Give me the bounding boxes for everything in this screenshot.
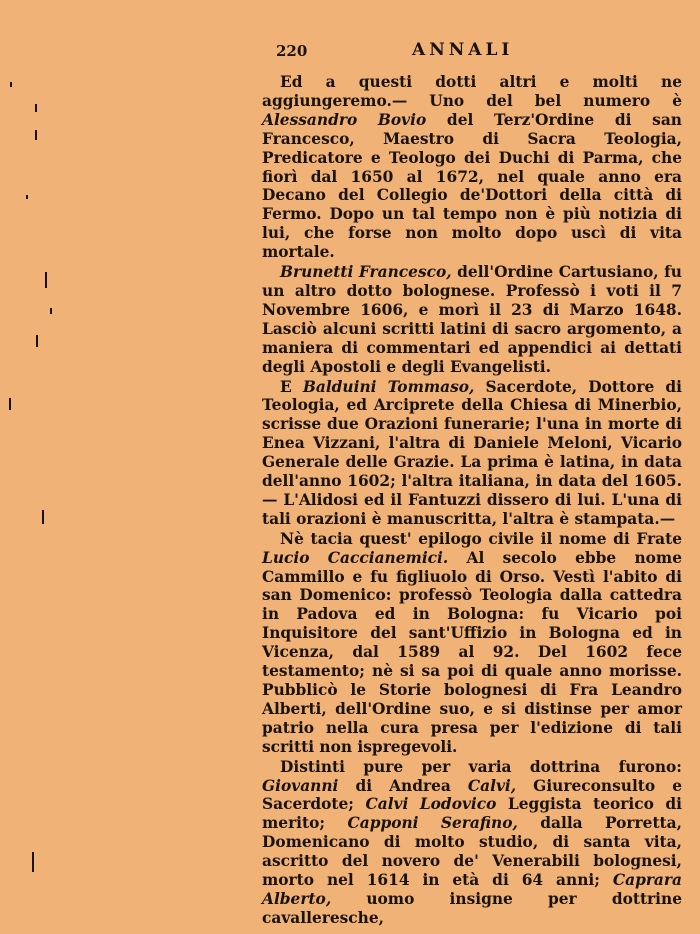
- italic-name: Calvi,: [467, 776, 517, 795]
- page-number: 220: [276, 42, 308, 60]
- running-title: ANNALI: [412, 40, 514, 60]
- margin-speck: [36, 335, 38, 347]
- italic-name: Lucio Caccianemici.: [262, 548, 449, 567]
- italic-name: Giovanni: [262, 776, 339, 795]
- paragraph: [262, 263, 682, 376]
- paragraph: [262, 530, 682, 757]
- text-run: di Andrea: [338, 776, 468, 795]
- text-run: dalla Porretta, Domenicano di molto studio, di santa vita, ascritto del novero de' Venerabili bolognesi, morto nel 1614 in età di 64 anni;: [262, 814, 682, 890]
- italic-name: Balduini Tommaso,: [302, 377, 475, 396]
- text-run: Sacerdote, Dottore di Teologia, ed Arciprete della Chiesa di Minerbio, scrisse due Orazioni funerarie; l'una in morte di Enea Vizzani, l'altra di Daniele Meloni, Vicario Generale delle Grazie. La prima è latina, in data dell'anno 1602; l'altra italiana, in data del 1605.— L'Alidosi ed il Fantuzzi dissero di lui. L'una di tali orazioni è manuscritta, l'altra è stampata.—: [262, 377, 682, 528]
- paragraph: [262, 73, 682, 262]
- italic-name: Brunetti Francesco,: [280, 263, 452, 282]
- margin-speck: [26, 195, 28, 199]
- italic-name: Calvi Lodovico: [365, 795, 497, 814]
- italic-name: Caprara Alberto,: [262, 871, 682, 908]
- text-run: Giureconsulto e Sacerdote;: [262, 776, 683, 814]
- margin-speck: [35, 104, 37, 112]
- text-run: Nè tacia quest' epilogo civile il nome di Frate: [280, 529, 682, 548]
- italic-name: Alessandro Bovio: [262, 110, 427, 129]
- text-run: uomo insigne per dottrine cavalleresche,: [262, 889, 682, 927]
- italic-name: Capponi Serafino,: [347, 814, 518, 833]
- text-run: del Terz'Ordine di san Francesco, Maestro di Sacra Teologia, Predicatore e Teologo dei Duchi di Parma, che fiorì dal 1650 al 1672, nel quale anno era Decano del Collegio de'Dottori della città di Fermo. Dopo un tal tempo non è più notizia di lui, che forse non molto dopo uscì di vita mortale.: [262, 110, 682, 262]
- text-run: Al secolo ebbe nome Cammillo e fu figliuolo di Orso. Vestì l'abito di san Domenico: professò Teologia dalla cattedra in Padova ed in Bologna: fu Vicario poi Inquisitore del sant'Uffizio in Bologna ed in Vicenza, dal 1589 al 92. Del 1602 fece testamento; nè si sa poi di quale anno morisse. Pubblicò le Storie bolognesi di Fra Leandro Alberti, dell'Ordine suo, e si distinse per amor patrio nella cura presa per l'edizione di tali scritti non ispregevoli.: [262, 548, 682, 756]
- margin-speck: [35, 130, 37, 140]
- margin-speck: [45, 272, 47, 288]
- paragraph: [262, 378, 682, 529]
- margin-speck: [32, 852, 34, 872]
- text-run: dell'Ordine Cartusiano, fu un altro dotto bolognese. Professò i voti il 7 Novembre 1606, e morì il 23 di Marzo 1648. Lasciò alcuni scritti latini di sacro argomento, a maniera di commentari ed appendici ai dettati degli Apostoli e degli Evangelisti.: [262, 263, 682, 376]
- text-body: [262, 73, 682, 929]
- margin-speck: [9, 398, 11, 410]
- text-run: Ed a questi dotti altri e molti ne aggiungeremo.— Uno del bel numero è: [262, 73, 682, 110]
- text-run: Leggista teorico di merito;: [262, 795, 683, 833]
- text-run: Distinti pure per varia dottrina furono:: [280, 757, 682, 776]
- page-header: [262, 40, 682, 64]
- margin-speck: [10, 82, 12, 87]
- text-run: E: [280, 377, 303, 396]
- paragraph: [262, 758, 682, 928]
- margin-speck: [42, 510, 44, 524]
- margin-speck: [50, 308, 52, 314]
